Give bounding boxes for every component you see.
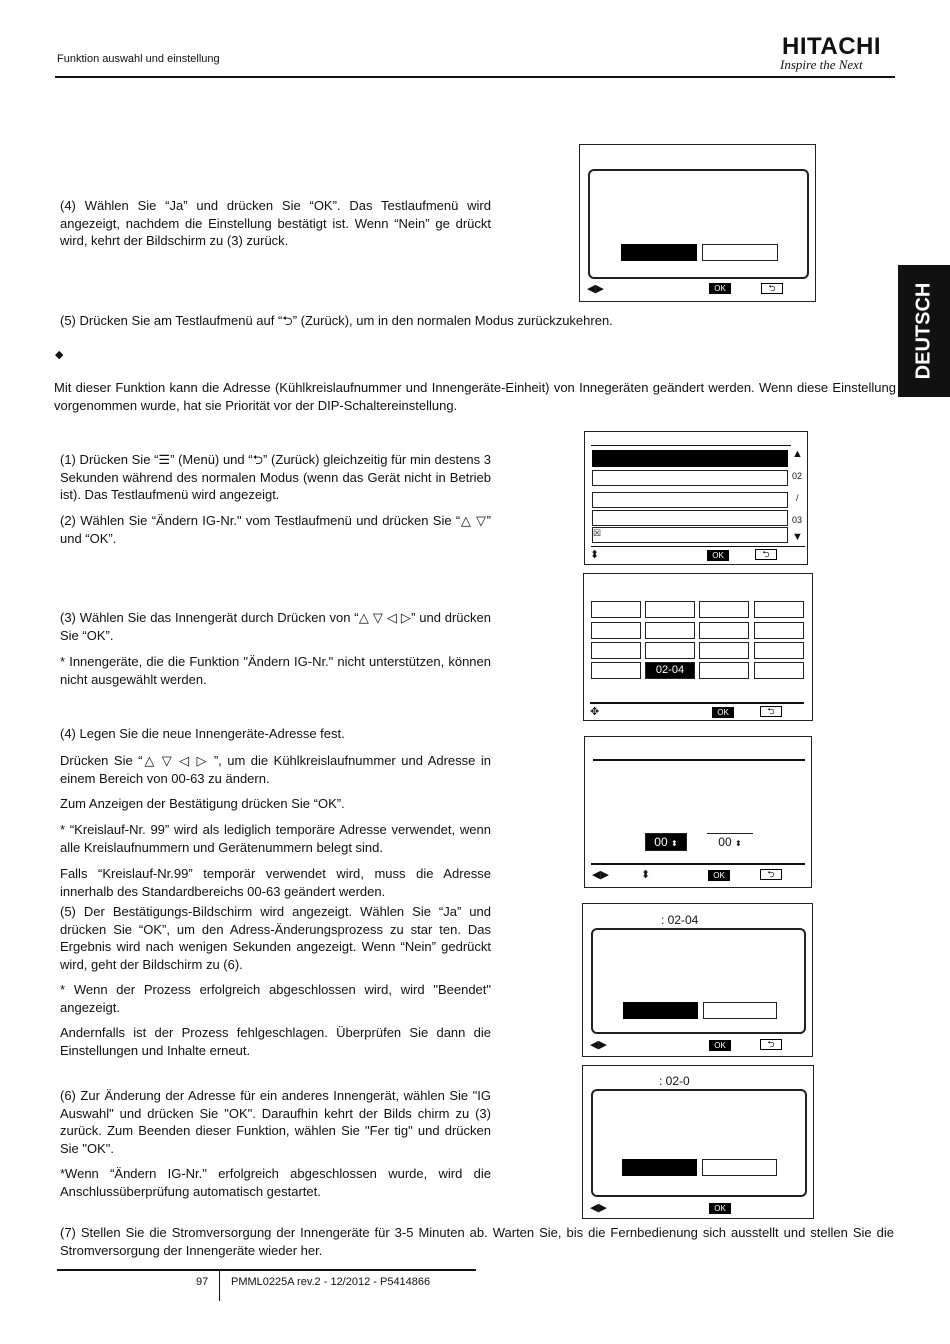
brand-logo: HITACHI [782,33,882,60]
return-icon[interactable]: ⮌ [755,549,777,560]
unit-address-label: : 02-04 [661,913,699,927]
left-right-arrows-icon: ◀▶ [592,869,609,881]
step-4-detail: Drücken Sie “△ ▽ ◁ ▷ ”, um die Kühlkreislaufnummer und Adresse in einem Bereich von 00-63 zu ändern. [60,753,491,786]
circuit-number-field[interactable]: 00 ⬍ [645,833,687,851]
intro-text: Mit dieser Funktion kann die Adresse (Kühlkreislaufnummer und Innengeräte-Einheit) von Innegeräten geändert werden. Wenn diese Einstellung vorgenommen wurde, hat sie Priorität vor der DIP-Schaltereinstellung. [54,380,896,413]
menu-item[interactable] [592,527,788,543]
return-icon[interactable]: ⮌ [760,869,782,880]
return-icon[interactable]: ⮌ [760,706,782,717]
ig-select-option[interactable] [622,1159,697,1176]
left-right-arrows-icon: ◀▶ [590,1202,607,1214]
section-title: Funktion auswahl und einstellung [57,53,220,65]
dialog-frame [588,169,809,279]
section-bullet: ◆ [55,349,64,361]
finish-option[interactable] [702,1159,777,1176]
unit-number-field[interactable]: 00 ⬍ [707,833,753,851]
step-1-text: (1) Drücken Sie “☰” (Menü) und “⮌” (Zurück) gleichzeitig für min destens 3 Sekunden während des normalen Modus (wenn das Gerät nicht in Betrieb ist). Das Testlaufmenü wird angezeigt. [60,452,491,502]
menu-item[interactable] [592,510,788,526]
step-5-failure-note: Andernfalls ist der Prozess fehlgeschlagen. Überprüfen Sie dann die Einstellungen und Inhalte erneut. [60,1025,491,1058]
document-reference: PMML0225A rev.2 - 12/2012 - P5414866 [231,1276,431,1288]
step-6-text: (6) Zur Änderung der Adresse für ein anderes Innengerät, wählen Sie "IG Auswahl" und drücken Sie "OK". Daraufhin kehrt der Bilds chirm zu (3) zurück. Zum Beenden dieser Funktion, wählen Sie "Fer tig" und drücken Sie "OK". [60,1088,491,1156]
address-screen [584,736,812,888]
header-rule [55,76,895,78]
scroll-up-icon[interactable]: ▲ [792,448,803,460]
footer-divider [219,1271,220,1301]
step-4-note-99: * “Kreislauf-Nr. 99” wird als lediglich temporäre Adresse verwendet, wenn alle Kreislaufnummern und Gerätenummern belegt sind. [60,822,491,855]
step-4-text: (4) Legen Sie die neue Innengeräte-Adresse fest. [60,726,345,741]
ok-button[interactable]: OK [709,283,731,294]
yes-option[interactable] [623,1002,698,1019]
yes-option[interactable] [621,244,697,261]
step-5-return-text: (5) Drücken Sie am Testlaufmenü auf “⮌” (Zurück), um in den normalen Modus zurückzukehren. [60,313,613,328]
step-4-note-range: Falls “Kreislauf-Nr.99” temporär verwendet wird, muss die Adresse innerhalb des Standardbereichs 00-63 geändert werden. [60,866,491,899]
language-tab-label: DEUTSCH [912,282,935,380]
step-4-confirm-text: (4) Wählen Sie “Ja” und drücken Sie “OK”. Das Testlaufmenü wird angezeigt, nachdem die Einstellung bestätigt ist. Wenn “Nein” ge drückt wird, kehrt der Bildschirm zu (3) zurück. [60,198,491,248]
return-icon[interactable]: ⮌ [761,283,783,294]
unit-select-screen [583,573,813,721]
up-down-arrows-icon: ⬍ [590,549,600,561]
step-2-text: (2) Wählen Sie “Ändern IG-Nr." vom Testlaufmenü und drücken Sie “△ ▽” und “OK”. [60,513,491,546]
left-right-arrows-icon: ◀▶ [590,1039,607,1051]
step-5-success-note: * Wenn der Prozess erfolgreich abgeschlossen wird, wird "Beendet" angezeigt. [60,982,491,1015]
dialog-frame [591,1089,807,1197]
ok-button[interactable]: OK [712,707,734,718]
menu-item[interactable] [592,470,788,486]
brand-slogan: Inspire the Next [780,57,863,72]
page-slash: / [796,493,799,503]
scroll-down-icon[interactable]: ▼ [792,531,803,543]
footer-rule [57,1269,476,1271]
page-total: 03 [792,515,803,525]
menu-item-selected[interactable] [592,450,788,467]
ok-button[interactable]: OK [707,550,729,561]
ok-button[interactable]: OK [709,1040,731,1051]
confirm-screen-top [579,144,816,302]
selected-unit-label: 02-04 [655,664,685,676]
step-3-note: * Innengeräte, die die Funktion "Ändern IG-Nr." nicht unterstützen, können nicht ausgewählt werden. [60,654,491,687]
up-down-arrows-icon: ⬍ [641,869,651,881]
return-icon[interactable]: ⮌ [760,1039,782,1050]
left-right-arrows-icon: ◀▶ [587,283,604,295]
no-option[interactable] [703,1002,777,1019]
ok-button[interactable]: OK [708,870,730,881]
menu-screen [584,431,808,565]
step-5-text: (5) Der Bestätigungs-Bildschirm wird angezeigt. Wählen Sie “Ja” und drücken Sie “OK”, um den Adress-Änderungsprozess zu star ten. Das Ergebnis wird nach wenigen Sekunden angezeigt. Wenn “Nein” gedrückt wird, geht der Bildschirm zu (6). [60,904,491,972]
page-current: 02 [792,471,803,481]
no-option[interactable] [702,244,778,261]
result-screen [582,1065,814,1219]
step-7-text: (7) Stellen Sie die Stromversorgung der Innengeräte für 3-5 Minuten ab. Warten Sie, bis die Fernbedienung sich ausstellt und stellen Sie die Stromversorgung der Innengeräte wieder her. [60,1225,894,1258]
confirm-change-screen [582,903,813,1057]
language-tab [898,265,950,397]
step-3-text: (3) Wählen Sie das Innengerät durch Drücken von “△ ▽ ◁ ▷” und drücken Sie “OK”. [60,610,491,643]
page-number: 97 [196,1276,209,1288]
four-way-arrows-icon: ✥ [590,706,600,718]
ok-button[interactable]: OK [709,1203,731,1214]
menu-check-icon: ☒ [593,528,602,538]
unit-address-label: : 02-0 [659,1074,690,1088]
step-4-confirm-hint: Zum Anzeigen der Bestätigung drücken Sie “OK”. [60,796,345,811]
step-6-note: *Wenn “Ändern IG-Nr." erfolgreich abgeschlossen wurde, wird die Anschlussüberprüfung automatisch gestartet. [60,1166,491,1199]
menu-item[interactable] [592,492,788,508]
selected-unit-cell[interactable] [645,662,695,679]
